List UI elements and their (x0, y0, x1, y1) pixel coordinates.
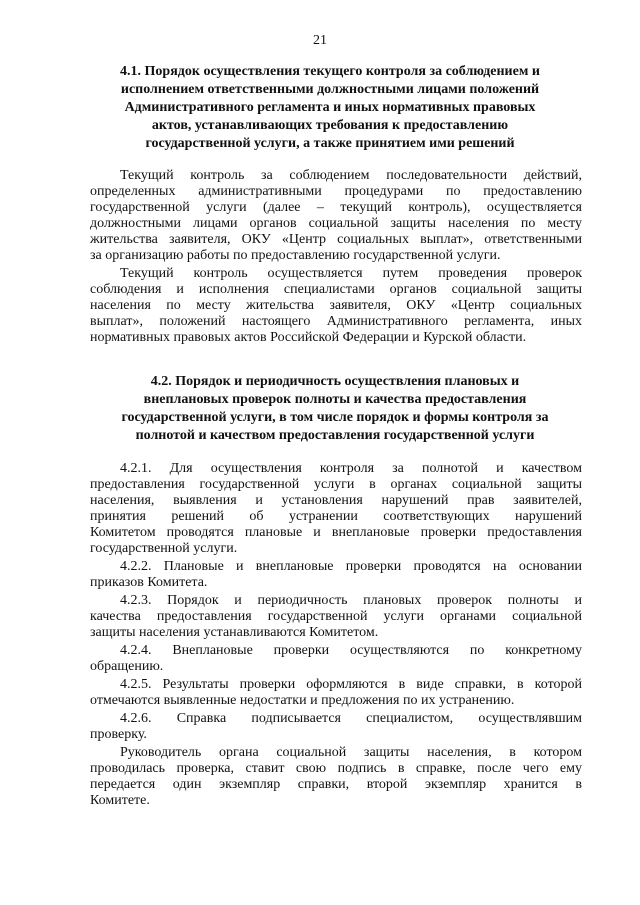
paragraph-line: 4.2.3. Порядок и периодичность плановых проверок полноты и (120, 593, 582, 608)
paragraph-line: Комитетом проводятся плановые и внеплановые проверки предоставления (90, 525, 582, 540)
paragraph-line: за организацию работы по предоставлению государственной услуги. (90, 248, 501, 263)
paragraph-final (90, 745, 582, 809)
paragraph-line: обращению. (90, 659, 164, 674)
paragraph-line: 4.2.4. Внеплановые проверки осуществляются по конкретному (120, 643, 582, 658)
paragraph-line: проводилась проверка, ставит свою подпись в справке, после чего ему (90, 761, 582, 776)
paragraph-line: 4.2.6. Справка подписывается специалистом, осуществлявшим (120, 711, 582, 726)
paragraph-4-2-6 (90, 711, 582, 743)
paragraph-line: качества предоставления государственной услуги органами социальной (90, 609, 582, 624)
paragraph-current-control (90, 168, 582, 264)
heading-line: полнотой и качеством предоставления государственной услуги (135, 428, 535, 443)
paragraph-line: принятия решений об устранении соответствующих нарушений (90, 509, 582, 524)
paragraph-line: выплат», положений настоящего Административного регламента, иных (90, 314, 582, 329)
paragraph-line: проверку. (90, 727, 147, 742)
page-number: 21 (313, 33, 327, 48)
paragraph-line: государственной услуги. (90, 541, 238, 556)
paragraph-line: защиты населения устанавливаются Комитетом. (90, 625, 379, 640)
heading-line: 4.2. Порядок и периодичность осуществления плановых и (150, 374, 520, 389)
section-4-2-body (90, 461, 582, 809)
heading-line: государственной услуги, в том числе порядок и формы контроля за (121, 410, 549, 425)
paragraph-line: нормативных правовых актов Российской Федерации и Курской области. (90, 330, 527, 345)
paragraph-line: должностными лицами органов социальной защиты населения по месту (90, 216, 582, 231)
paragraph-line: отмечаются выявленные недостатки и предложения по их устранению. (90, 693, 515, 708)
paragraph-line: определенных административными процедурами по предоставлению (90, 184, 582, 199)
section-4-1-heading (80, 63, 580, 153)
paragraph-line: Руководитель органа социальной защиты населения, в котором (120, 745, 582, 760)
paragraph-inspections (90, 266, 582, 346)
section-4-1-body (90, 168, 582, 346)
paragraph-4-2-5 (90, 677, 582, 709)
paragraph-line: Комитете. (90, 793, 150, 808)
paragraph-line: населения, выявления и установления нарушений прав заявителей, (90, 493, 582, 508)
paragraph-line: 4.2.2. Плановые и внеплановые проверки проводятся на основании (120, 559, 582, 574)
paragraph-line: 4.2.1. Для осуществления контроля за полнотой и качеством (120, 461, 582, 476)
paragraph-line: 4.2.5. Результаты проверки оформляются в виде справки, в которой (120, 677, 582, 692)
heading-line: внеплановых проверок полноты и качества предоставления (143, 392, 527, 407)
paragraph-4-2-2 (90, 559, 582, 591)
paragraph-4-2-4 (90, 643, 582, 675)
heading-line: Административного регламента и иных нормативных правовых (124, 100, 536, 115)
paragraph-line: передается один экземпляр справки, второй экземпляр хранится в (90, 777, 582, 792)
paragraph-4-2-1 (90, 461, 582, 557)
paragraph-line: государственной услуги (далее – текущий контроль), осуществляется (90, 200, 582, 215)
heading-line: государственной услуги, а также принятием ими решений (145, 136, 515, 151)
paragraph-line: предоставления государственной услуги в органах социальной защиты (90, 477, 582, 492)
paragraph-line: приказов Комитета. (90, 575, 208, 590)
paragraph-line: соблюдения и исполнения специалистами органов социальной защиты (90, 282, 582, 297)
heading-line: 4.1. Порядок осуществления текущего контроля за соблюдением и (120, 64, 540, 79)
paragraph-line: населения по месту жительства заявителя, ОКУ «Центр социальных (90, 298, 582, 313)
paragraph-line: Текущий контроль за соблюдением последовательности действий, (120, 168, 582, 183)
heading-line: актов, устанавливающих требования к предоставлению (151, 118, 509, 133)
section-4-2-heading (95, 373, 575, 445)
paragraph-line: Текущий контроль осуществляется путем проведения проверок (120, 266, 582, 281)
heading-line: исполнением ответственными должностными лицами положений (120, 82, 540, 97)
paragraph-4-2-3 (90, 593, 582, 641)
paragraph-line: жительства заявителя, ОКУ «Центр социальных выплат», ответственными (90, 232, 582, 247)
